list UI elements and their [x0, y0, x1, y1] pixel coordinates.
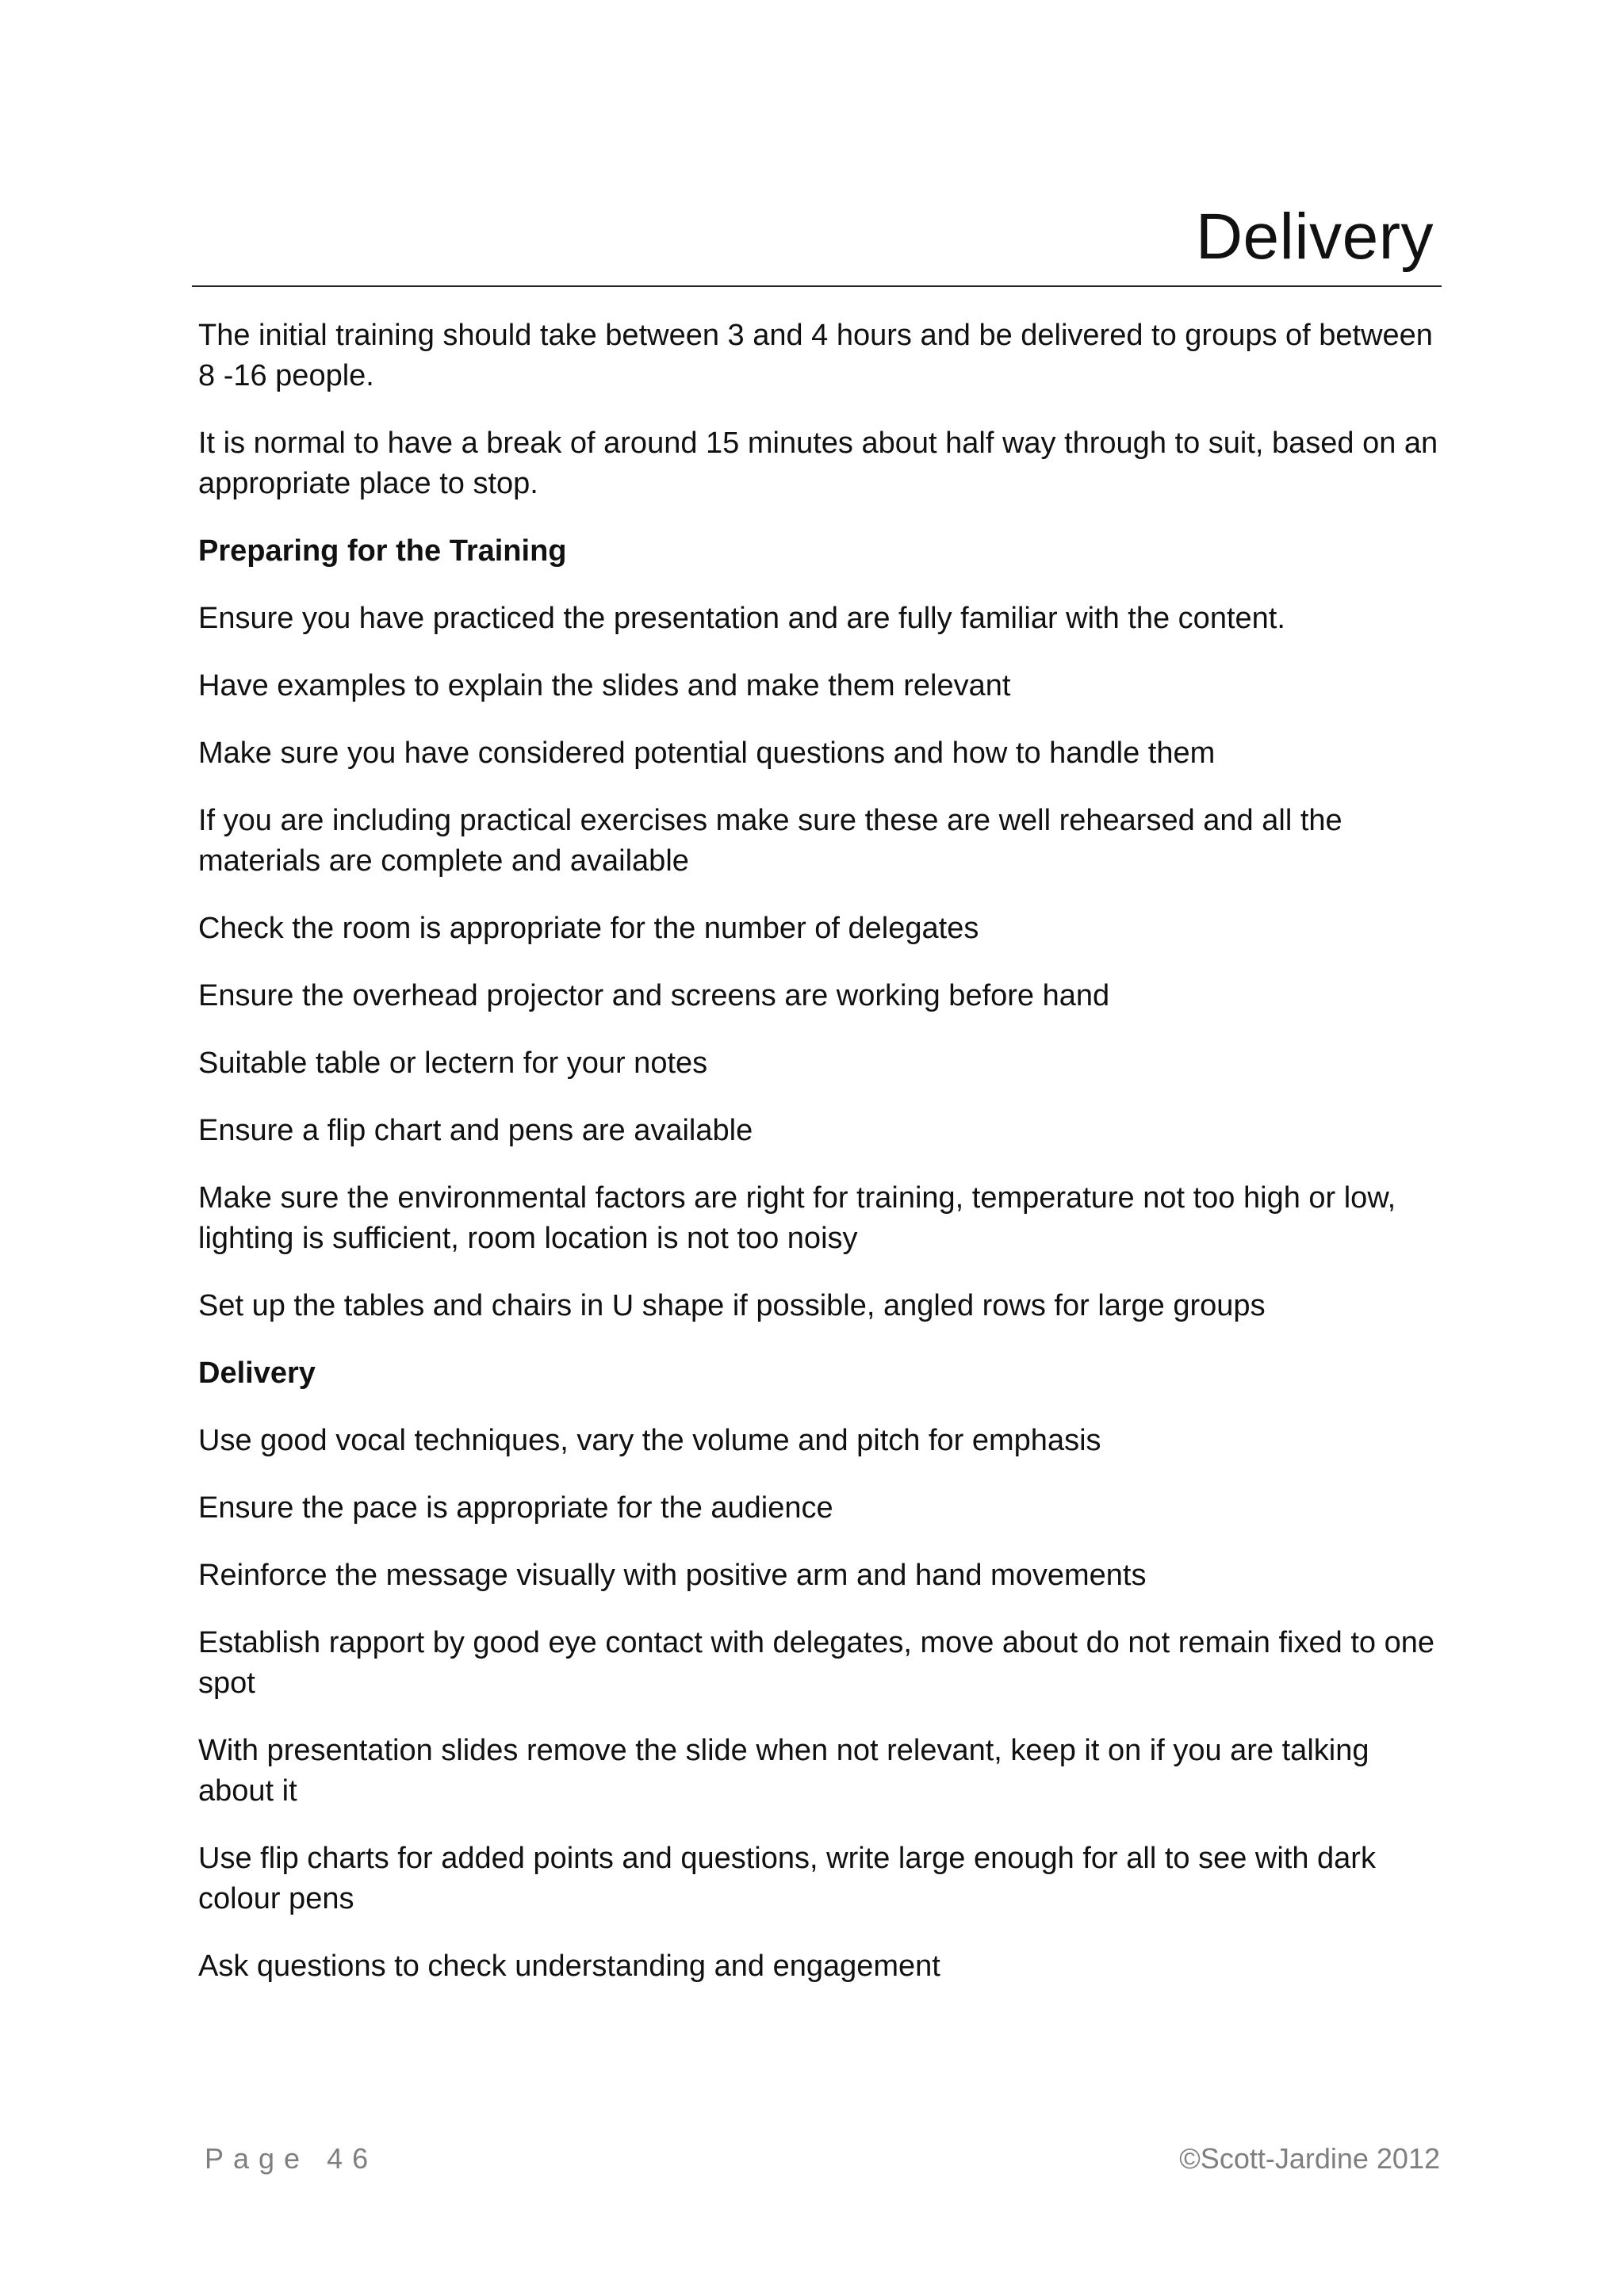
copyright-notice: ©Scott-Jardine 2012	[1179, 2142, 1440, 2175]
page-title: Delivery	[1195, 201, 1434, 273]
delivery-item: Establish rapport by good eye contact with delegates, move about do not remain fixed to one spot	[198, 1626, 1434, 1700]
preparing-item: Suitable table or lectern for your notes	[198, 1047, 708, 1080]
preparing-item: Ensure the overhead projector and screens are working before hand	[198, 979, 1110, 1012]
section-heading-delivery: Delivery	[198, 1357, 316, 1390]
delivery-item: Use flip charts for added points and questions, write large enough for all to see with dark colour pens	[198, 1842, 1376, 1915]
page-number: Page 46	[205, 2142, 378, 2175]
preparing-item: Make sure you have considered potential questions and how to handle them	[198, 737, 1216, 770]
delivery-item: Use good vocal techniques, vary the volume and pitch for emphasis	[198, 1424, 1101, 1457]
title-divider	[192, 285, 1442, 287]
preparing-item: Have examples to explain the slides and make them relevant	[198, 669, 1011, 702]
preparing-item: If you are including practical exercises make sure these are well rehearsed and all the materials are complete and available	[198, 804, 1342, 878]
delivery-item: With presentation slides remove the slide when not relevant, keep it on if you are talking about it	[198, 1734, 1369, 1808]
section-heading-preparing: Preparing for the Training	[198, 534, 567, 568]
delivery-item: Reinforce the message visually with positive arm and hand movements	[198, 1559, 1147, 1592]
delivery-item: Ensure the pace is appropriate for the audience	[198, 1491, 833, 1525]
intro-paragraph: It is normal to have a break of around 15 minutes about half way through to suit, based on an appropriate place to stop.	[198, 427, 1438, 500]
preparing-item: Ensure a flip chart and pens are available	[198, 1114, 753, 1147]
preparing-item: Set up the tables and chairs in U shape if possible, angled rows for large groups	[198, 1289, 1266, 1322]
intro-paragraph: The initial training should take between 3 and 4 hours and be delivered to groups of between 8 -16 people.	[198, 319, 1433, 392]
preparing-item: Ensure you have practiced the presentation and are fully familiar with the content.	[198, 602, 1285, 635]
preparing-item: Make sure the environmental factors are right for training, temperature not too high or low, lighting is sufficient, room location is not too noisy	[198, 1181, 1396, 1255]
preparing-item: Check the room is appropriate for the number of delegates	[198, 912, 979, 945]
delivery-item: Ask questions to check understanding and engagement	[198, 1950, 940, 1983]
document-body	[198, 316, 1443, 2014]
